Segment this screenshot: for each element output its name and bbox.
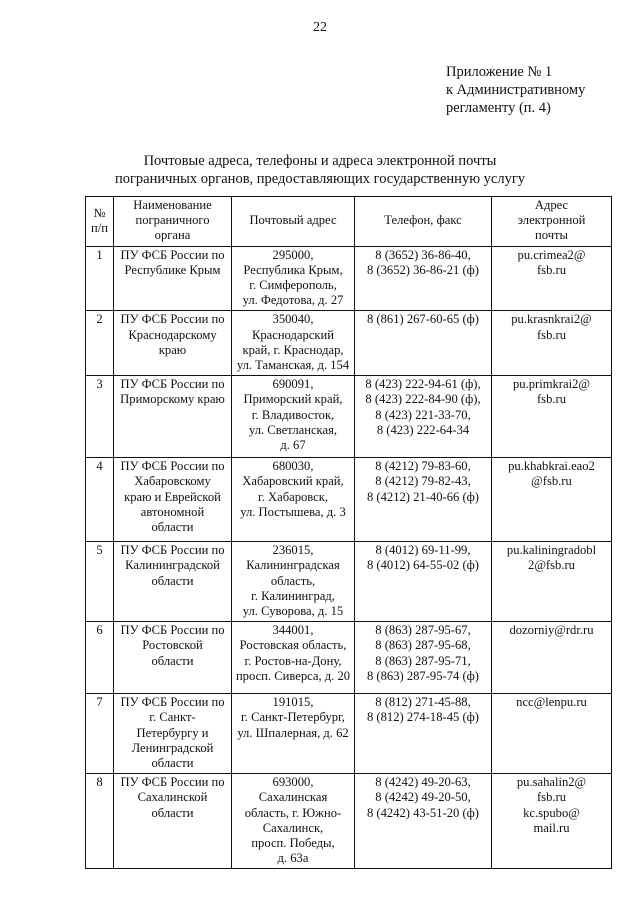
cell-name: ПУ ФСБ России по Приморскому краю	[114, 376, 232, 458]
cell-name: ПУ ФСБ России по г. Санкт- Петербургу и Ленинградской области	[114, 694, 232, 774]
cell-email: ncc@lenpu.ru	[492, 694, 612, 774]
cell-address: 344001, Ростовская область, г. Ростов-на-Дону, просп. Сиверса, д. 20	[232, 622, 355, 694]
header-name: Наименование пограничного органа	[114, 197, 232, 247]
cell-name: ПУ ФСБ России по Республике Крым	[114, 246, 232, 311]
cell-phone: 8 (861) 267-60-65 (ф)	[355, 311, 492, 376]
border-offices-table	[85, 196, 612, 869]
cell-address: 236015, Калининградская область, г. Калининград, ул. Суворова, д. 15	[232, 542, 355, 622]
cell-address: 693000, Сахалинская область, г. Южно- Сахалинск, просп. Победы, д. 63а	[232, 774, 355, 869]
table-header-row	[86, 197, 612, 247]
page-number: 22	[313, 20, 327, 35]
cell-email: pu.crimea2@ fsb.ru	[492, 246, 612, 311]
cell-num: 3	[86, 376, 114, 458]
table-row	[86, 376, 612, 458]
header-phone: Телефон, факс	[355, 197, 492, 247]
table-row	[86, 458, 612, 542]
document-title	[40, 152, 600, 188]
header-email: Адрес электронной почты	[492, 197, 612, 247]
cell-phone: 8 (4242) 49-20-63, 8 (4242) 49-20-50, 8 (4242) 43-51-20 (ф)	[355, 774, 492, 869]
cell-phone: 8 (812) 271-45-88, 8 (812) 274-18-45 (ф)	[355, 694, 492, 774]
cell-email: pu.khabkrai.eao2 @fsb.ru	[492, 458, 612, 542]
cell-phone: 8 (863) 287-95-67, 8 (863) 287-95-68, 8 (863) 287-95-71, 8 (863) 287-95-74 (ф)	[355, 622, 492, 694]
cell-email: dozorniy@rdr.ru	[492, 622, 612, 694]
cell-phone: 8 (4212) 79-83-60, 8 (4212) 79-82-43, 8 (4212) 21-40-66 (ф)	[355, 458, 492, 542]
cell-phone: 8 (3652) 36-86-40, 8 (3652) 36-86-21 (ф)	[355, 246, 492, 311]
table-row	[86, 246, 612, 311]
cell-num: 6	[86, 622, 114, 694]
header-num: № п/п	[86, 197, 114, 247]
title-line-2: пограничных органов, предоставляющих государственную услугу	[114, 171, 526, 187]
appendix-line-2: к Административному	[446, 82, 586, 98]
cell-phone: 8 (4012) 69-11-99, 8 (4012) 64-55-02 (ф)	[355, 542, 492, 622]
cell-num: 4	[86, 458, 114, 542]
cell-name: ПУ ФСБ России по Хабаровскому краю и Еврейской автономной области	[114, 458, 232, 542]
table-row	[86, 311, 612, 376]
cell-name: ПУ ФСБ России по Сахалинской области	[114, 774, 232, 869]
cell-num: 7	[86, 694, 114, 774]
cell-address: 295000, Республика Крым, г. Симферополь, ул. Федотова, д. 27	[232, 246, 355, 311]
cell-num: 2	[86, 311, 114, 376]
appendix-block	[446, 63, 626, 117]
cell-name: ПУ ФСБ России по Ростовской области	[114, 622, 232, 694]
table-row	[86, 542, 612, 622]
cell-address: 191015, г. Санкт-Петербург, ул. Шпалерная, д. 62	[232, 694, 355, 774]
table-row	[86, 774, 612, 869]
appendix-line-1: Приложение № 1	[446, 64, 553, 80]
cell-phone: 8 (423) 222-94-61 (ф), 8 (423) 222-84-90 (ф), 8 (423) 221-33-70, 8 (423) 222-64-34	[355, 376, 492, 458]
cell-num: 5	[86, 542, 114, 622]
cell-name: ПУ ФСБ России по Краснодарскому краю	[114, 311, 232, 376]
cell-email: pu.krasnkrai2@ fsb.ru	[492, 311, 612, 376]
cell-name: ПУ ФСБ России по Калининградской области	[114, 542, 232, 622]
cell-address: 690091, Приморский край, г. Владивосток, ул. Светланская, д. 67	[232, 376, 355, 458]
table-row	[86, 622, 612, 694]
cell-email: pu.primkrai2@ fsb.ru	[492, 376, 612, 458]
header-address: Почтовый адрес	[232, 197, 355, 247]
cell-address: 680030, Хабаровский край, г. Хабаровск, ул. Постышева, д. 3	[232, 458, 355, 542]
cell-num: 8	[86, 774, 114, 869]
appendix-line-3: регламенту (п. 4)	[446, 100, 551, 116]
table-row	[86, 694, 612, 774]
cell-email: pu.sahalin2@ fsb.ru kc.spubo@ mail.ru	[492, 774, 612, 869]
cell-address: 350040, Краснодарский край, г. Краснодар, ул. Таманская, д. 154	[232, 311, 355, 376]
cell-num: 1	[86, 246, 114, 311]
title-line-1: Почтовые адреса, телефоны и адреса электронной почты	[143, 153, 497, 169]
cell-email: pu.kaliningradobl 2@fsb.ru	[492, 542, 612, 622]
